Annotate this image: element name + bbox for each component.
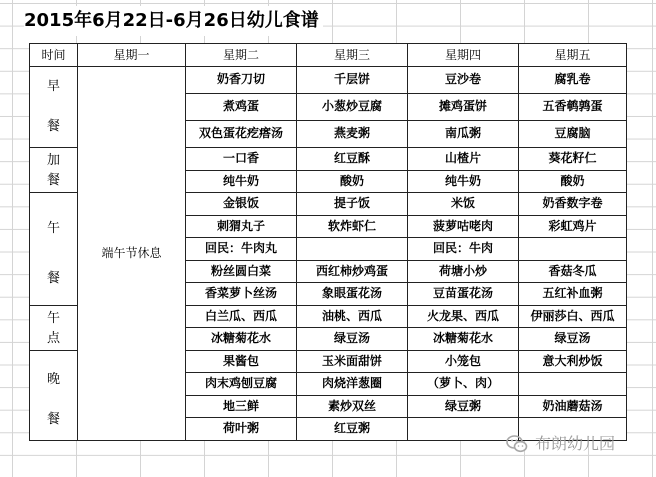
watermark-text: 布朗幼儿园 <box>535 434 616 453</box>
table-cell: 象眼蛋花汤 <box>297 283 408 306</box>
table-cell <box>297 238 408 261</box>
header-tuesday: 星期二 <box>186 44 297 67</box>
table-cell: 油桃、西瓜 <box>297 305 408 328</box>
wechat-icon <box>505 432 529 456</box>
table-cell: 回民：牛肉丸 <box>186 238 297 261</box>
table-cell: 燕麦粥 <box>297 121 408 148</box>
table-cell: 酸奶 <box>297 170 408 193</box>
table-cell: 小笼包 <box>408 350 519 373</box>
table-cell: 荷叶粥 <box>186 418 297 441</box>
table-cell <box>519 238 627 261</box>
table-cell: 肉烧洋葱圈 <box>297 373 408 396</box>
table-row <box>30 67 627 94</box>
header-friday: 星期五 <box>519 44 627 67</box>
table-cell: 豆腐脑 <box>519 121 627 148</box>
table-cell: 白兰瓜、西瓜 <box>186 305 297 328</box>
table-cell: 五香鹌鹑蛋 <box>519 94 627 121</box>
table-cell: 小葱炒豆腐 <box>297 94 408 121</box>
table-cell: 香菇冬瓜 <box>519 260 627 283</box>
table-cell: 双色蛋花疙瘩汤 <box>186 121 297 148</box>
table-cell: 肉末鸡刨豆腐 <box>186 373 297 396</box>
table-cell: 西红柿炒鸡蛋 <box>297 260 408 283</box>
table-cell: 红豆粥 <box>297 418 408 441</box>
table-cell: 香菜萝卜丝汤 <box>186 283 297 306</box>
table-cell: 腐乳卷 <box>519 67 627 94</box>
table-cell: 豆苗蛋花汤 <box>408 283 519 306</box>
table-cell: 绿豆粥 <box>408 395 519 418</box>
table-cell: 菠萝咕咾肉 <box>408 215 519 238</box>
table-cell: 奶油蘑菇汤 <box>519 395 627 418</box>
table-cell: 火龙果、西瓜 <box>408 305 519 328</box>
table-cell: 玉米面甜饼 <box>297 350 408 373</box>
header-wednesday: 星期三 <box>297 44 408 67</box>
table-cell: 奶香刀切 <box>186 67 297 94</box>
header-monday: 星期一 <box>78 44 186 67</box>
period-dinner: 晚 餐 <box>30 350 78 440</box>
table-cell: 五红补血粥 <box>519 283 627 306</box>
page-title: 2015年6月22日-6月26日幼儿食谱 <box>24 6 323 36</box>
table-cell: 素炒双丝 <box>297 395 408 418</box>
table-cell: 煮鸡蛋 <box>186 94 297 121</box>
table-cell: 冰糖菊花水 <box>186 328 297 351</box>
table-cell: 绿豆汤 <box>519 328 627 351</box>
table-cell: 千层饼 <box>297 67 408 94</box>
table-cell: 意大利炒饭 <box>519 350 627 373</box>
table-cell: 一口香 <box>186 148 297 171</box>
table-cell: 金银饭 <box>186 193 297 216</box>
table-cell: 彩虹鸡片 <box>519 215 627 238</box>
table-cell: 回民：牛肉 <box>408 238 519 261</box>
period-snack: 加 餐 <box>30 148 78 193</box>
table-cell <box>408 418 519 441</box>
table-cell: 酸奶 <box>519 170 627 193</box>
header-row <box>30 44 627 67</box>
table-cell: 纯牛奶 <box>186 170 297 193</box>
table-cell: 奶香数字卷 <box>519 193 627 216</box>
table-cell: 葵花籽仁 <box>519 148 627 171</box>
table-cell: 果酱包 <box>186 350 297 373</box>
table-cell: 冰糖菊花水 <box>408 328 519 351</box>
monday-holiday-note: 端午节休息 <box>78 67 186 441</box>
table-cell: 提子饭 <box>297 193 408 216</box>
table-cell: 纯牛奶 <box>408 170 519 193</box>
table-cell: 南瓜粥 <box>408 121 519 148</box>
header-time: 时间 <box>30 44 78 67</box>
header-thursday: 星期四 <box>408 44 519 67</box>
table-cell: 软炸虾仁 <box>297 215 408 238</box>
period-lunch: 午 餐 <box>30 193 78 306</box>
table-cell <box>519 373 627 396</box>
table-cell: 豆沙卷 <box>408 67 519 94</box>
table-cell: 红豆酥 <box>297 148 408 171</box>
period-afternoon: 午 点 <box>30 305 78 350</box>
table-cell: 绿豆汤 <box>297 328 408 351</box>
table-cell: 山楂片 <box>408 148 519 171</box>
table-cell: 地三鲜 <box>186 395 297 418</box>
period-breakfast: 早 餐 <box>30 67 78 148</box>
watermark <box>505 430 615 458</box>
table-cell: 粉丝圆白菜 <box>186 260 297 283</box>
table-cell: 伊丽莎白、西瓜 <box>519 305 627 328</box>
table-cell: 刺猬丸子 <box>186 215 297 238</box>
table-cell: 荷塘小炒 <box>408 260 519 283</box>
table-cell: 米饭 <box>408 193 519 216</box>
menu-table <box>29 43 627 441</box>
table-cell: 摊鸡蛋饼 <box>408 94 519 121</box>
table-cell: （萝卜、肉） <box>408 373 519 396</box>
